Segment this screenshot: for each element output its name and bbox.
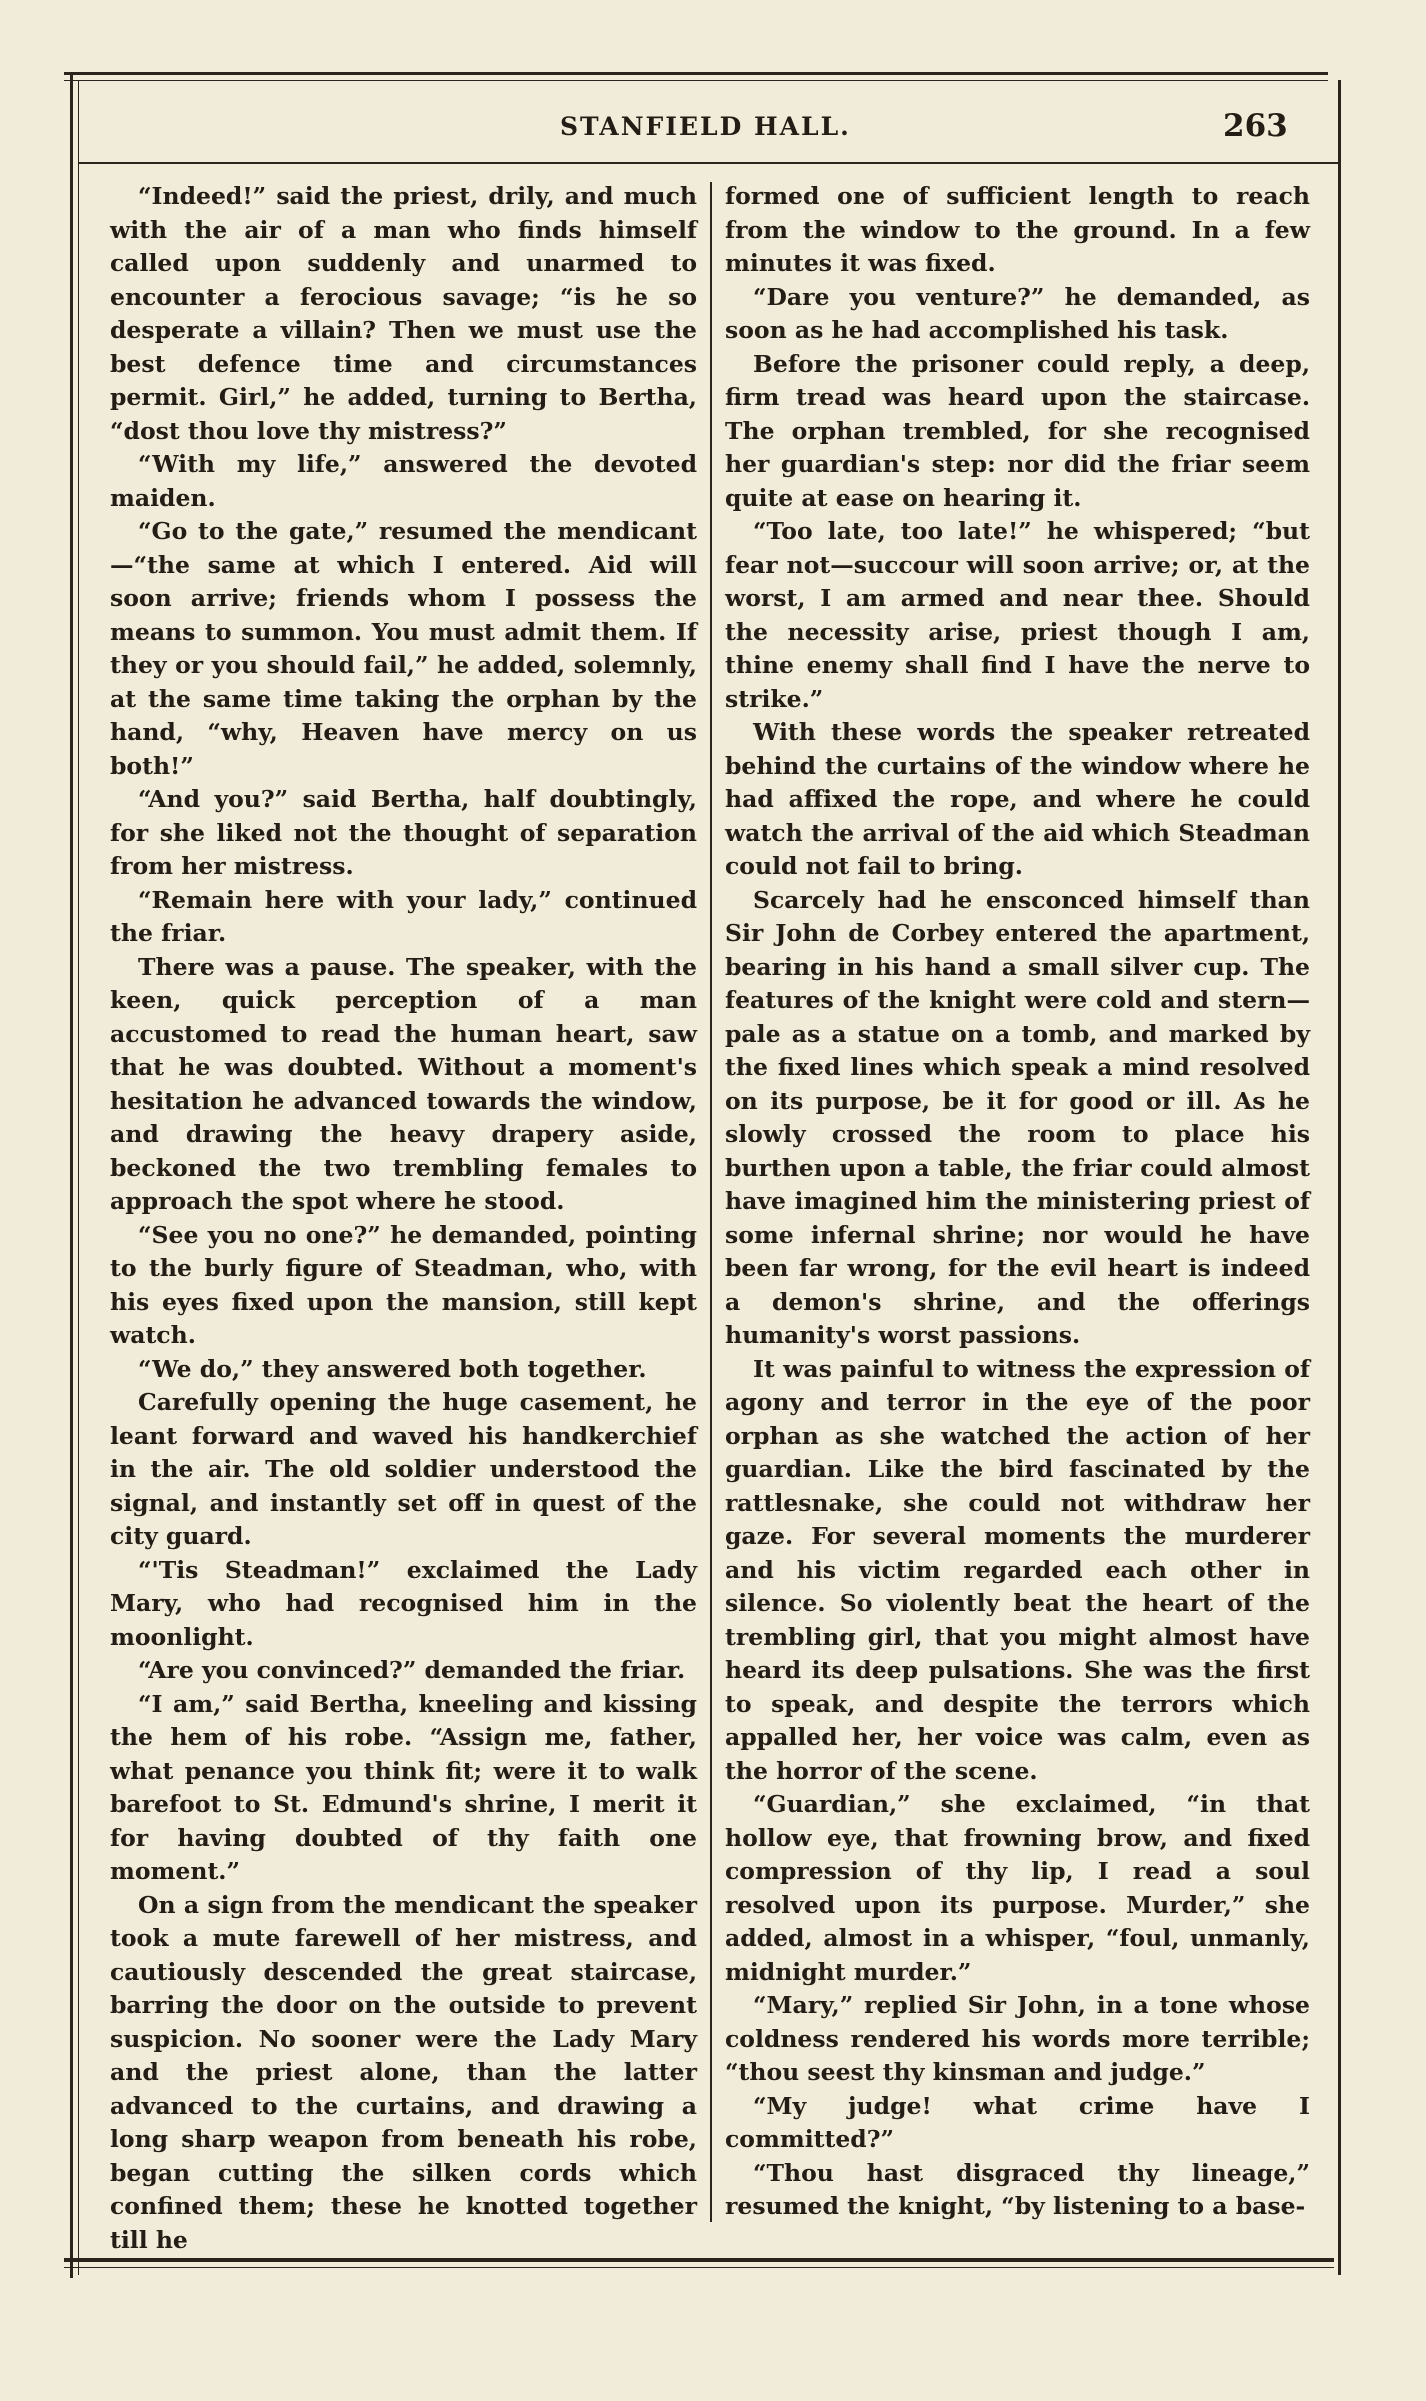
header-rule <box>78 162 1340 164</box>
top-border-rule <box>64 72 1328 75</box>
paragraph: “Too late, too late!” he whispered; “but fear not—succour will soon arrive; or, at the worst, I am armed and near thee. Should the necessity arise, priest though I am, thine enemy shall find I have the nerve to strike.” <box>725 517 1310 713</box>
top-border-rule-thin <box>64 80 1328 81</box>
paragraph: “Guardian,” she exclaimed, “in that hollow eye, that frowning brow, and fixed compression of thy lip, I read a soul resolved upon its purpose. Murder,” she added, almost in a whisper, “foul, unmanly, midnight murder.” <box>725 1790 1310 1986</box>
paragraph: “And you?” said Bertha, half doubtingly, for she liked not the thought of separation from her mistress. <box>110 785 697 880</box>
paragraph: There was a pause. The speaker, with the keen, quick perception of a man accustomed to read the human heart, saw that he was doubted. Without a moment's hesitation he advanced towards the window, and drawing the heavy drapery aside, beckoned the two trembling females to approach the spot where he stood. <box>110 952 697 1215</box>
bottom-border-rule <box>64 2258 1334 2262</box>
paragraph: “With my life,” answered the devoted maiden. <box>110 450 697 512</box>
paragraph: “Mary,” replied Sir John, in a tone whose coldness rendered his words more terrible; “thou seest thy kinsman and judge.” <box>725 1991 1310 2086</box>
paragraph: Carefully opening the huge casement, he leant forward and waved his handkerchief in the air. The old soldier understood the signal, and instantly set off in quest of the city guard. <box>110 1388 697 1550</box>
paragraph: “Thou hast disgraced thy lineage,” resumed the knight, “by listening to a base- <box>725 2158 1310 2220</box>
right-text-column <box>725 180 1310 2225</box>
column-divider-rule <box>710 182 712 2222</box>
paragraph: It was painful to witness the expression of agony and terror in the eye of the poor orphan as she watched the action of her guardian. Like the bird fascinated by the rattlesnake, she could not withdraw her gaze. For several moments the murderer and his victim regarded each other in silence. So violently beat the heart of the trembling girl, that you might almost have heard its deep pulsations. She was the first to speak, and despite the terrors which appalled her, her voice was calm, even as the horror of the scene. <box>725 1354 1310 1785</box>
paragraph: “My judge! what crime have I committed?” <box>725 2091 1310 2153</box>
paragraph: Scarcely had he ensconced himself than Sir John de Corbey entered the apartment, bearing in his hand a small silver cup. The features of the knight were cold and stern—pale as a statue on a tomb, and marked by the fixed lines which speak a mind resolved on its purpose, be it for good or ill. As he slowly crossed the room to place his burthen upon a table, the friar could almost have imagined him the ministering priest of some infernal shrine; nor would he have been far wrong, for the evil heart is indeed a demon's shrine, and the offerings humanity's worst passions. <box>725 885 1310 1349</box>
paragraph: “I am,” said Bertha, kneeling and kissing the hem of his robe. “Assign me, father, what penance you think fit; were it to walk barefoot to St. Edmund's shrine, I merit it for having doubted of thy faith one moment.” <box>110 1689 697 1885</box>
paragraph: “Dare you venture?” he demanded, as soon as he had accomplished his task. <box>725 282 1310 344</box>
paragraph: “Indeed!” said the priest, drily, and much with the air of a man who finds himself called upon suddenly and unarmed to encounter a ferocious savage; “is he so desperate a villain? Then we must use the best defence time and circumstances permit. Girl,” he added, turning to Bertha, “dost thou love thy mistress?” <box>110 182 697 445</box>
page-number: 263 <box>1223 108 1288 144</box>
paragraph: “See you no one?” he demanded, pointing to the burly figure of Steadman, who, with his eyes fixed upon the mansion, still kept watch. <box>110 1220 697 1349</box>
paragraph: On a sign from the mendicant the speaker took a mute farewell of her mistress, and cautiously descended the great staircase, barring the door on the outside to prevent suspicion. No sooner were the Lady Mary and the priest alone, than the latter advanced to the curtains, and drawing a long sharp weapon from beneath his robe, began cutting the silken cords which confined them; these he knotted together till he <box>110 1890 697 2254</box>
right-border-rule <box>1338 80 1341 2275</box>
left-border-rule-inner <box>78 80 79 2275</box>
paragraph: “Remain here with your lady,” continued the friar. <box>110 885 697 947</box>
paragraph: With these words the speaker retreated behind the curtains of the window where he had affixed the rope, and where he could watch the arrival of the aid which Steadman could not fail to bring. <box>725 718 1310 880</box>
left-border-rule <box>70 72 73 2278</box>
paragraph: “Go to the gate,” resumed the mendicant—“the same at which I entered. Aid will soon arrive; friends whom I possess the means to summon. You must admit them. If they or you should fail,” he added, solemnly, at the same time taking the orphan by the hand, “why, Heaven have mercy on us both!” <box>110 517 697 780</box>
paragraph: Before the prisoner could reply, a deep, firm tread was heard upon the staircase. The orphan trembled, for she recognised her guardian's step: nor did the friar seem quite at ease on hearing it. <box>725 349 1310 512</box>
paragraph: “'Tis Steadman!” exclaimed the Lady Mary, who had recognised him in the moonlight. <box>110 1555 697 1651</box>
paragraph: “Are you convinced?” demanded the friar. <box>138 1656 686 1684</box>
continued-paragraph: formed one of sufficient length to reach from the window to the ground. In a few minutes it was fixed. <box>725 182 1310 277</box>
running-head-title: STANFIELD HALL. <box>560 112 851 141</box>
bottom-border-rule-thin <box>64 2267 1334 2268</box>
paragraph: “We do,” they answered both together. <box>138 1354 647 1383</box>
left-text-column <box>110 180 697 2254</box>
